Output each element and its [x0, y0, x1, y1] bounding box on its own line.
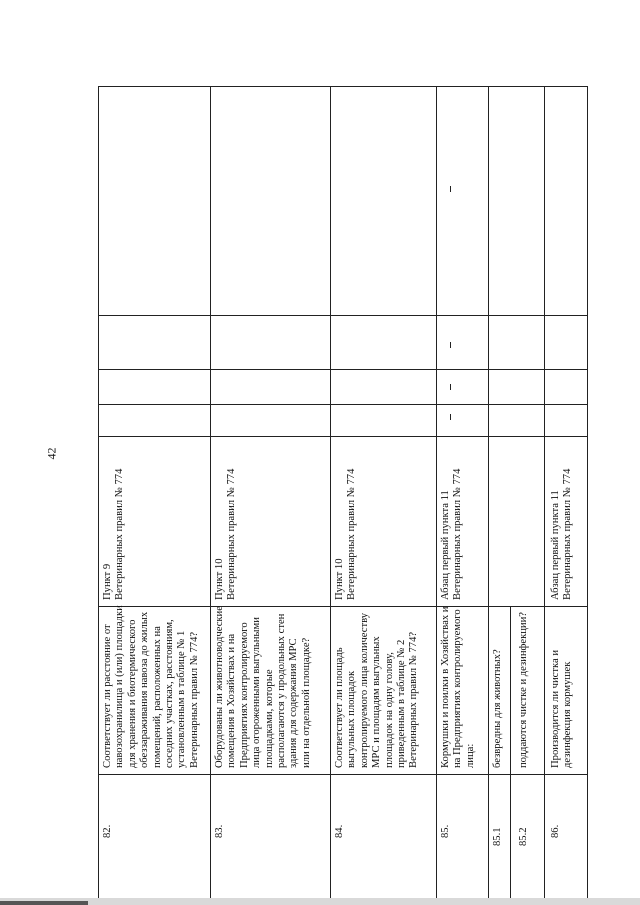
row-reference: Пункт 10 Ветеринарных правил № 774	[214, 468, 238, 600]
row-number: 85.1	[492, 827, 503, 846]
row-number: 84.	[334, 824, 345, 838]
row-number: 85.	[440, 824, 451, 838]
row-question: безвредны для животных?	[492, 649, 503, 768]
row-number: 82.	[102, 824, 113, 838]
row-question: Соответствует ли расстояние от навозохранилища и (или) площадки для хранения и биотермического обеззараживания навоза до жилых помещений, расположенных на соседних участках, расстояниям, установленным в таблице № 1 Ветеринарных правил № 774?	[102, 605, 200, 768]
row-separator	[330, 86, 331, 904]
row-separator	[436, 86, 437, 904]
column-separator	[98, 369, 588, 370]
dash-mark	[450, 384, 451, 390]
scan-edge	[0, 898, 640, 905]
row-question: Кормушки и поилки в Хозяйствах и на Предприятиях контролируемого лица:	[440, 606, 476, 768]
column-separator	[98, 315, 588, 316]
dash-mark	[450, 186, 451, 192]
row-question: Оборудованы ли животноводческие помещения в Хозяйствах и на Предприятиях контролируемого лица огороженными выгульными площадками, которые располагаются у продольных стен здания для содержания МРС или на отдельной площадке?	[214, 606, 312, 768]
row-number: 85.2	[518, 827, 529, 846]
column-separator	[98, 774, 588, 775]
row-reference: Абзац первый пункта 11 Ветеринарных правил № 774	[440, 468, 464, 600]
dash-mark	[450, 414, 451, 420]
row-separator	[510, 606, 511, 904]
row-question: Производится ли чистка и дезинфекция кормушек	[550, 649, 574, 768]
checklist-table	[98, 86, 588, 904]
dash-mark	[450, 342, 451, 348]
page-number: 42	[44, 447, 59, 460]
row-question: поддаются чистке и дезинфекции?	[518, 612, 529, 768]
row-separator	[544, 86, 545, 904]
column-separator	[98, 404, 588, 405]
scan-edge-shadow	[0, 901, 88, 905]
row-reference: Пункт 9 Ветеринарных правил № 774	[102, 468, 126, 600]
row-number: 83.	[214, 824, 225, 838]
row-reference: Пункт 10 Ветеринарных правил № 774	[334, 468, 358, 600]
row-number: 86.	[550, 824, 561, 838]
row-reference: Абзац первый пункта 11 Ветеринарных правил № 774	[550, 468, 574, 600]
row-separator	[210, 86, 211, 904]
row-question: Соответствует ли площадь выгульных площадок контролируемого лица количеству МРС и площадям выгульных площадок на одну голову, приведенным в таблице № 2 Ветеринарных правил № 774?	[334, 612, 420, 768]
column-separator	[98, 436, 588, 437]
row-separator	[488, 86, 489, 904]
